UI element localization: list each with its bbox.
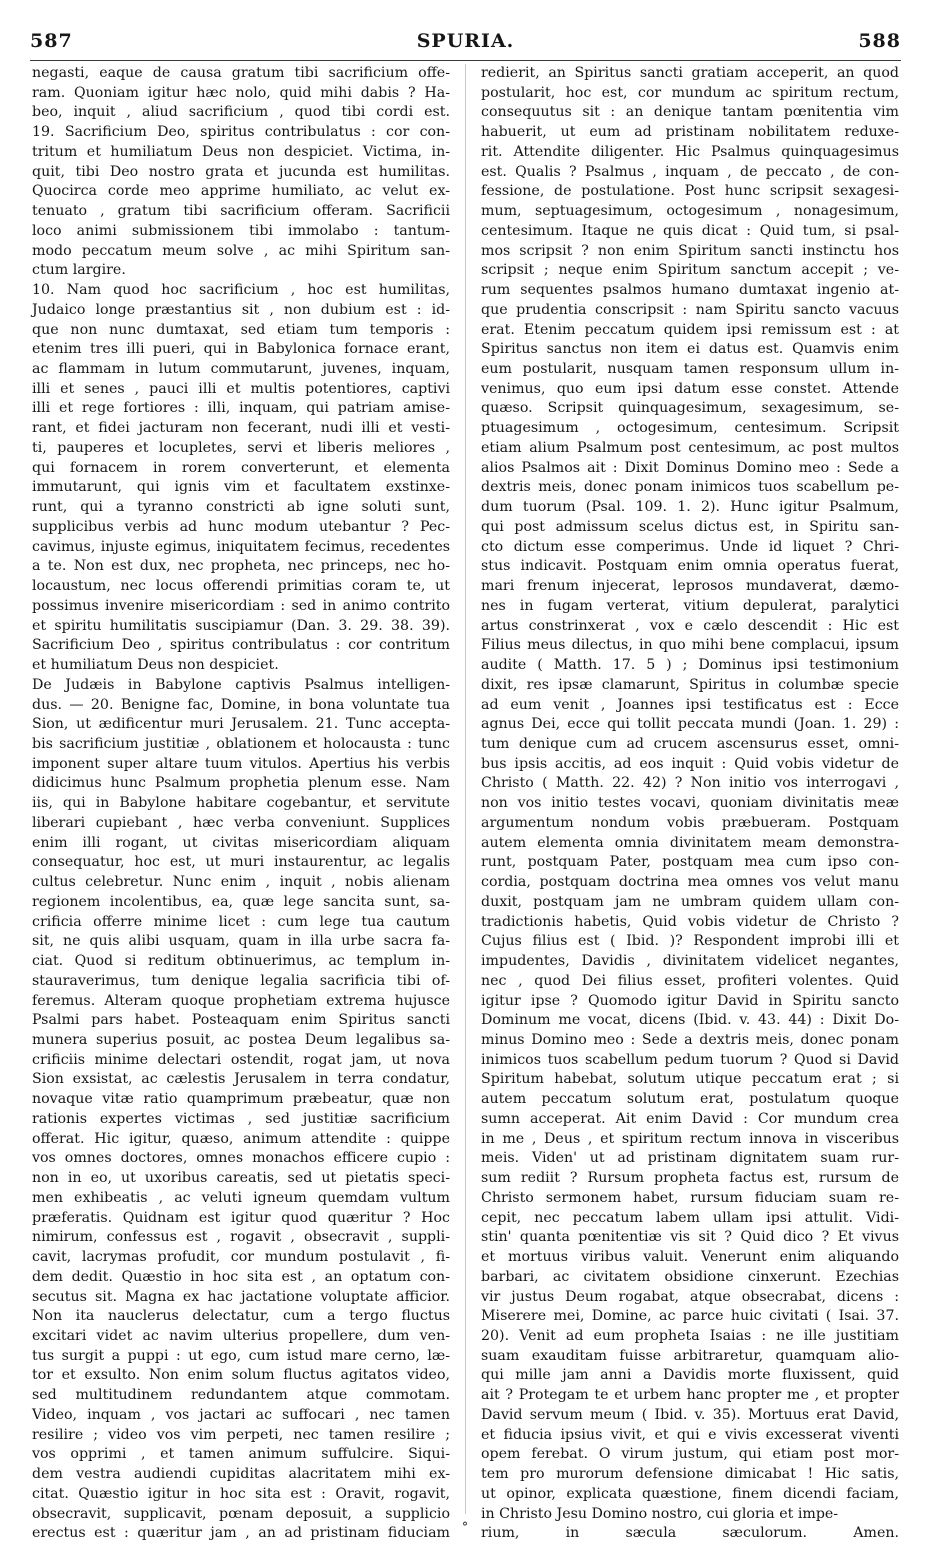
text-line: meis. Viden' ut ad pristinam dignitatem suam rur-: [481, 1150, 899, 1167]
text-line: cordia, postquam doctrina mea omnes vos velut manu: [481, 874, 899, 891]
text-line: regionem incolentibus, ea, quæ lege sancita sunt, sa-: [32, 893, 450, 910]
text-line: illi et rege fortiores : illi, inquam, qui patriam amise-: [32, 400, 450, 417]
text-line: alios Psalmos ait : Dixit Dominus Domino meo : Sede a: [481, 459, 899, 476]
text-line: rit. Attendite diligenter. Hic Psalmus quinquagesimus: [481, 143, 899, 160]
text-line: ait ? Protegam te et urbem hanc propter me , et propter: [481, 1387, 899, 1404]
page-number-right: 588: [858, 30, 901, 52]
text-line: agnus Dei, ecce qui tollit peccata mundi (Joan. 1. 29) :: [481, 716, 899, 733]
text-line: crificia offerre minime licet : cum lege tua cautum: [32, 913, 450, 930]
text-line: stauraverimus, tum denique legalia sacrificia tibi of-: [32, 972, 450, 989]
text-line: De Judæis in Babylone captivis Psalmus intelligen-: [32, 676, 450, 693]
text-line: tritum et humiliatum Deus non despiciet. Victima, in-: [32, 143, 450, 160]
text-line: tum denique cum ad crucem ascensurus esset, omni-: [481, 735, 899, 752]
text-line: stin' quanta pœnitentiæ vis sit ? Quid dico ? Et vivus: [481, 1229, 899, 1246]
text-line: iis, qui in Babylone habitare cogebantur, et servitute: [32, 795, 450, 812]
text-line: dum tuorum (Psal. 109. 1. 2). Hunc igitur Psalmum,: [481, 499, 899, 516]
text-line: in me , Deus , et spiritum rectum innova in visceribus: [481, 1130, 899, 1147]
text-line: cepit, nec peccatum labem ullam ipsi attulit. Vidi-: [481, 1209, 899, 1226]
header-rule: [30, 60, 901, 61]
text-line: citat. Quæstio igitur in hoc sita est : Oravit, rogavit,: [32, 1485, 450, 1502]
text-line: igitur ipse ? Quomodo igitur David in Spiritu sancto: [481, 992, 899, 1009]
text-line: Quocirca corde meo apprime humiliato, ac velut ex-: [32, 183, 450, 200]
text-line: Video, inquam , vos jactari ac suffocari , nec tamen: [32, 1406, 450, 1423]
left-text-column: [32, 64, 450, 1542]
text-line: dem vestra audiendi cupiditas alacritatem mihi ex-: [32, 1466, 450, 1483]
text-line: Filius meus dilectus, in quo mihi bene complacui, ipsum: [481, 637, 899, 654]
text-line: Non ita nauclerus delectatur, cum a tergo fluctus: [32, 1308, 450, 1325]
text-line: beo, inquit , aliud sacrificium , quod tibi cordi est.: [32, 104, 450, 121]
text-line: non vos initio testes vocavi, quoniam divinitatis meæ: [481, 795, 899, 812]
text-line: tem pro murorum defensione dimicabat ! Hic satis,: [481, 1466, 899, 1483]
text-line: præferatis. Quidnam est igitur quod quæritur ? Hoc: [32, 1209, 450, 1226]
text-line: rant, et fidei jacturam non fecerant, nudi illi et vesti-: [32, 420, 450, 437]
text-line: cavit, lacrymas profudit, cor mundum postulavit , fi-: [32, 1249, 450, 1266]
text-line: feremus. Alteram quoque prophetiam extrema hujusce: [32, 992, 450, 1009]
text-line: vir justus Deum rogabat, atque obsecrabat, dicens :: [481, 1288, 899, 1305]
text-line: secutus sit. Magna ex hac jactatione voluptate afficior.: [32, 1288, 450, 1305]
text-line: sit, ne quis alibi usquam, quam in illa urbe sacra fa-: [32, 933, 450, 950]
text-line: ut opinor, explicata quæstione, finem dicendi faciam,: [481, 1485, 899, 1502]
text-line: rationis expertes victimas , sed justitiæ sacrificium: [32, 1110, 450, 1127]
text-line: argumentum nondum vobis præbueram. Postquam: [481, 814, 899, 831]
text-line: tus surgit a puppi : ut ego, cum istud mare cerno, læ-: [32, 1347, 450, 1364]
text-line: sed multitudinem redundantem atque commotam.: [32, 1387, 450, 1404]
text-line: redierit, an Spiritus sancti gratiam acceperit, an quod: [481, 65, 899, 81]
text-line: rum sequentes psalmos humano dumtaxat ingenio at-: [481, 282, 899, 299]
text-line: negasti, eaque de causa gratum tibi sacrificium offe-: [32, 65, 450, 81]
text-line: minus Domino meo : Sede a dextris meis, donec ponam: [481, 1031, 899, 1048]
text-line: bis sacrificium justitiæ , oblationem et holocausta : tunc: [32, 735, 450, 752]
text-line: eum postularit, nusquam tamen responsum ullum in-: [481, 361, 899, 378]
text-line: supplicibus verbis ad hunc modum utebantur ? Pec-: [32, 518, 450, 535]
text-line: munera superius posuit, ac postea Deum legalibus sa-: [32, 1031, 450, 1048]
text-line: 10. Nam quod hoc sacrificium , hoc est humilitas,: [32, 282, 450, 299]
text-line: imponent super altare tuum vitulos. Apertius his verbis: [32, 755, 450, 772]
text-line: habuerit, ut eum ad pristinam nobilitatem reduxe-: [481, 124, 899, 141]
text-line: cto dictum esse comperimus. Unde id liquet ? Chri-: [481, 538, 899, 555]
text-line: non in eo, ut uxoribus careatis, sed ut pietatis speci-: [32, 1170, 450, 1187]
text-line: men exhibeatis , ac veluti igneum quemdam vultum: [32, 1189, 450, 1206]
text-line: quæso. Scripsit quinquagesimum, sexagesimum, se-: [481, 400, 899, 417]
text-line: stus indicavit. Postquam enim omnia operatus fuerat,: [481, 558, 899, 575]
text-line: Spiritus sanctus non item ei datus est. Quamvis enim: [481, 341, 899, 358]
page-number-left: 587: [30, 30, 73, 52]
text-line: runt, postquam Pater, postquam mea cum ipso con-: [481, 854, 899, 871]
text-line: artus constrinxerat , vox e cælo descendit : Hic est: [481, 617, 899, 634]
text-line: rium, in sæcula sæculorum. Amen.: [481, 1525, 899, 1542]
text-line: mari frenum injecerat, leprosos mundaverat, dæmo-: [481, 578, 899, 595]
text-line: fessione, de postulatione. Post hunc scripsit sexagesi-: [481, 183, 899, 200]
text-line: nes in fugam verterat, vitium depulerat, paralytici: [481, 597, 899, 614]
text-line: autem elementa omnia divinitatem meam demonstra-: [481, 834, 899, 851]
text-line: modo peccatum meum solve , ac mihi Spiritum san-: [32, 242, 450, 259]
text-line: crificiis minime delectari ostendit, rogat jam, ut nova: [32, 1051, 450, 1068]
text-line: ti, pauperes et locupletes, servi et liberis meliores ,: [32, 439, 450, 456]
text-line: vos opprimi , et tamen animum suffulcire. Siqui-: [32, 1446, 450, 1463]
text-line: qui mille jam anni a Davidis morte fluxissent, quid: [481, 1367, 899, 1384]
text-line: excitari videt ac navim ulterius propellere, dum ven-: [32, 1328, 450, 1344]
text-line: enim illi rogant, ut civitas misericordiam aliquam: [32, 834, 450, 851]
text-line: ciat. Quod si reditum obtinuerimus, ac templum in-: [32, 953, 450, 970]
text-line: impudentes, Davidis , divinitatem videlicet negantes,: [481, 953, 899, 970]
text-line: cultus celebretur. Nunc enim , inquit , nobis alienam: [32, 874, 450, 891]
text-line: Christo sermonem habet, rursum fiduciam suam re-: [481, 1189, 899, 1206]
text-line: est. Qualis ? Psalmus , inquam , de peccato , de con-: [481, 163, 899, 180]
text-line: sumn acceperat. Ait enim David : Cor mundum crea: [481, 1110, 899, 1127]
text-line: dextris meis, donec ponam inimicos tuos scabellum pe-: [481, 479, 899, 496]
text-line: que prudentia conscripsit : nam Spiritu sancto vacuus: [481, 301, 899, 318]
text-line: Sacrificium Deo , spiritus contribulatus : cor contritum: [32, 637, 450, 654]
text-line: liberari cupiebant , hæc verba conveniunt. Supplices: [32, 814, 450, 831]
text-line: illi et senes , pauci illi et multis potentiores, captivi: [32, 380, 450, 397]
text-line: et humiliatum Deus non despiciet.: [32, 657, 279, 674]
text-line: obsecravit, supplicavit, pœnam deposuit, a supplicio: [32, 1505, 450, 1522]
running-header: [30, 30, 901, 60]
text-line: erectus est : quæritur jam , an ad pristinam fiduciam: [32, 1525, 450, 1542]
text-line: 20). Venit ad eum propheta Isaias : ne ille justitiam: [481, 1328, 899, 1344]
text-line: erat. Etenim peccatum quidem ipsi remissum est : at: [481, 321, 899, 338]
text-line: possimus invenire misericordiam : sed in animo contrito: [32, 597, 450, 614]
text-line: didicimus hunc Psalmum prophetia plenum esse. Nam: [32, 775, 450, 792]
text-line: Psalmi pars habet. Posteaquam enim Spiritus sancti: [32, 1012, 450, 1029]
text-line: Miserere mei, Domine, ac parce huic civitati ( Isai. 37.: [481, 1308, 899, 1325]
text-line: 19. Sacrificium Deo, spiritus contribulatus : cor con-: [32, 124, 450, 141]
text-line: autem peccatum solutum erat, postulatum quoque: [481, 1091, 899, 1108]
text-line: barbari, ac civitatem obsidione cinxerunt. Ezechias: [481, 1268, 899, 1285]
text-line: postularit, hoc est, cor mundum ac spiritum rectum,: [481, 84, 899, 101]
text-line: et mortuus viribus valuit. Venerunt enim aliquando: [481, 1249, 899, 1266]
text-line: Spiritum habebat, solutum utique peccatum erat ; si: [481, 1071, 899, 1088]
text-line: etiam alium Psalmum post centesimum, ac post multos: [481, 439, 899, 456]
text-line: tenuato , gratum tibi sacrificium offeram. Sacrificii: [32, 203, 450, 220]
text-line: ad eum venit , Joannes ipsi testificatus est : Ecce: [481, 696, 899, 713]
text-line: runt, qui a tyranno constricti ab igne soluti sunt,: [32, 499, 450, 516]
text-line: mos scripsit ? non enim Spiritum sancti instinctu hos: [481, 242, 899, 259]
text-line: quit, tibi Deo nostro grata et jucunda est humilitas.: [32, 163, 450, 180]
text-line: qui post admissum scelus dictus est, in Spiritu san-: [481, 518, 899, 535]
text-line: dixit, res ipsæ clamarunt, Spiritus in columbæ specie: [481, 676, 899, 693]
text-line: qui fornacem in rorem converterunt, et elementa: [32, 459, 450, 476]
text-line: nec , quod Dei filius esset, profiteri volentes. Quid: [481, 972, 899, 989]
text-line: consequutus sit : an denique tantam pœnitentia vim: [481, 104, 899, 121]
column-divider: [465, 64, 466, 1514]
text-line: audite ( Matth. 17. 5 ) ; Dominus ipsi testimonium: [481, 657, 899, 674]
text-line: duxit, postquam jam ne umbram quidem ullam con-: [481, 893, 899, 910]
text-line: vos omnes doctores, omnes monachos efficere cupio :: [32, 1150, 450, 1167]
text-line: immutarunt, qui ignis vim et facultatem exstinxe-: [32, 479, 450, 496]
text-line: offerat. Hic igitur, quæso, animum attendite : quippe: [32, 1130, 450, 1147]
text-line: tor et exsulto. Non enim solum fluctus agitatos video,: [32, 1367, 450, 1384]
text-line: etenim tres illi pueri, qui in Babylonica fornace erant,: [32, 341, 450, 358]
text-line: tradictionis habetis, Quid vobis videtur de Christo ?: [481, 913, 899, 930]
text-line: suam exauditam fuisse arbitraretur, quamquam alio-: [481, 1347, 899, 1364]
text-line: ctum largire.: [32, 262, 126, 279]
text-line: Dominum me vocat, dicens (Ibid. v. 43. 44) : Dixit Do-: [481, 1012, 899, 1029]
text-line: scripsit ; neque enim Spiritum sanctum accepit ; ve-: [481, 262, 899, 279]
text-line: sum rediit ? Rursum propheta factus est, rursum de: [481, 1170, 899, 1187]
text-line: dus. — 20. Benigne fac, Domine, in bona voluntate tua: [32, 696, 450, 713]
right-text-column: [481, 64, 899, 1542]
text-line: a te. Non est dux, nec propheta, nec princeps, nec ho-: [32, 558, 450, 575]
text-line: resilire ; video vos vim perpeti, nec tamen resilire ;: [32, 1426, 450, 1443]
text-line: et spiritu humilitatis suscipiamur (Dan. 3. 29. 38. 39).: [32, 617, 450, 634]
text-line: que non nunc dumtaxat, sed etiam tum temporis :: [32, 321, 450, 338]
text-line: consequatur, hoc est, ut muri instaurentur, ac legalis: [32, 854, 450, 871]
text-line: ac flammam in lutum commutarunt, juvenes, inquam,: [32, 361, 450, 378]
text-line: bus ipsis accitis, ad eos inquit : Quid vobis videtur de: [481, 755, 899, 772]
text-line: et fiducia ipsius vivit, et qui e vivis excesserat viventi: [481, 1426, 899, 1443]
text-line: loco animi submissionem tibi immolabo : tantum-: [32, 222, 450, 239]
text-line: ptuagesimum , octogesimum, centesimum. Scripsit: [481, 420, 899, 437]
text-line: Judaico longe præstantius sit , non dubium est : id-: [32, 301, 450, 318]
text-line: inimicos tuos scabellum pedum tuorum ? Quod si David: [481, 1051, 899, 1068]
running-title: SPURIA.: [416, 30, 515, 52]
text-line: centesimum. Itaque ne quis dicat : Quid tum, si psal-: [481, 222, 899, 239]
text-line: nimirum, confessus est , rogavit , obsecravit , suppli-: [32, 1229, 450, 1246]
text-line: venimus, quo eum ipsi datum esse constet. Attende: [481, 380, 899, 397]
text-line: mum, septuagesimum, octogesimum , nonagesimum,: [481, 203, 899, 220]
text-line: Cujus filius est ( Ibid. )? Respondent improbi illi et: [481, 933, 899, 950]
footer-mark: °: [462, 1520, 468, 1534]
text-line: opem ferebat. O virum justum, qui etiam post mor-: [481, 1446, 899, 1463]
text-line: David servum meum ( Ibid. v. 35). Mortuus erat David,: [481, 1406, 899, 1423]
text-line: Christo ( Matth. 22. 42) ? Non initio vos interrogavi ,: [481, 775, 899, 792]
text-line: in Christo Jesu Domino nostro, cui gloria et impe-: [481, 1505, 839, 1522]
text-line: ram. Quoniam igitur hæc nolo, quid mihi dabis ? Ha-: [32, 84, 450, 101]
text-line: Sion exsistat, ac cælestis Jerusalem in terra condatur,: [32, 1071, 450, 1088]
text-line: cavimus, injuste egimus, iniquitatem fecimus, recedentes: [32, 538, 450, 555]
text-line: dem dedit. Quæstio in hoc sita est , an optatum con-: [32, 1268, 450, 1285]
text-line: locaustum, nec locus offerendi primitias coram te, ut: [32, 578, 450, 595]
text-line: novaque vitæ ratio quamprimum præbeatur, quæ non: [32, 1091, 450, 1108]
text-line: Sion, ut ædificentur muri Jerusalem. 21. Tunc accepta-: [32, 716, 450, 733]
